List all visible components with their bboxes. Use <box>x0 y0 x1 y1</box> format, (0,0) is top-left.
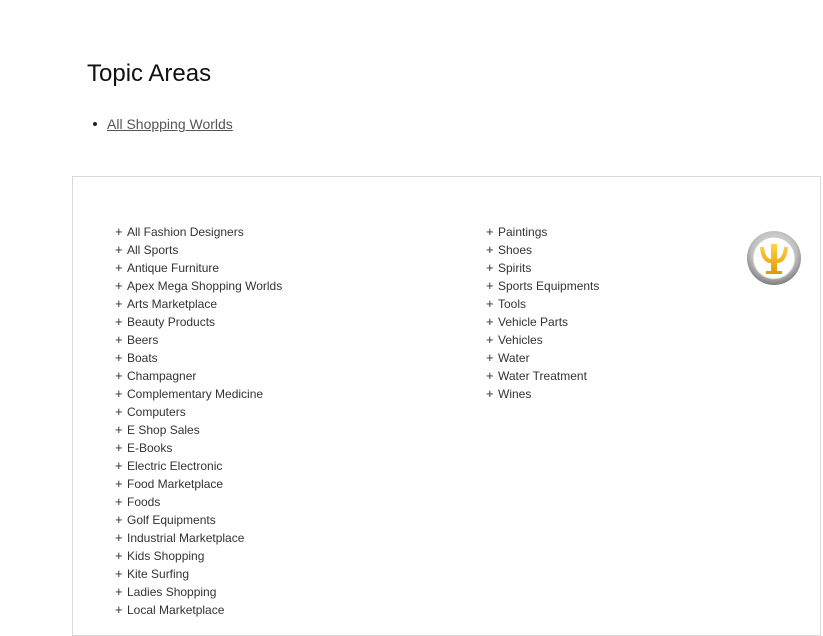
category-label[interactable]: Antique Furniture <box>127 261 220 275</box>
category-label[interactable]: Food Marketplace <box>127 477 224 491</box>
plus-icon[interactable]: + <box>115 512 123 527</box>
category-label[interactable]: Tools <box>498 297 527 311</box>
plus-icon[interactable]: + <box>115 260 123 275</box>
plus-icon[interactable]: + <box>115 476 123 491</box>
category-label[interactable]: E Shop Sales <box>127 423 200 437</box>
category-item-complementary-medicine[interactable] <box>115 385 282 403</box>
plus-icon[interactable]: + <box>486 260 494 275</box>
page-title: Topic Areas <box>87 60 212 87</box>
category-item-kids-shopping[interactable] <box>115 547 282 565</box>
plus-icon[interactable]: + <box>486 386 494 401</box>
category-item-electric-electronic[interactable] <box>115 457 282 475</box>
category-label[interactable]: Sports Equipments <box>498 279 600 293</box>
category-item-spirits[interactable] <box>486 259 599 277</box>
category-label[interactable]: Foods <box>127 495 161 509</box>
plus-icon[interactable]: + <box>115 224 123 239</box>
plus-icon[interactable]: + <box>486 332 494 347</box>
category-item-apex-mega-shopping-worlds[interactable] <box>115 277 282 295</box>
topic-links-list <box>91 114 233 134</box>
category-label[interactable]: Shoes <box>498 243 533 257</box>
category-item-antique-furniture[interactable] <box>115 259 282 277</box>
category-label[interactable]: Golf Equipments <box>127 513 216 527</box>
plus-icon[interactable]: + <box>486 224 494 239</box>
category-item-champagner[interactable] <box>115 367 282 385</box>
category-label[interactable]: Vehicle Parts <box>498 315 569 329</box>
category-item-beauty-products[interactable] <box>115 313 282 331</box>
plus-icon[interactable]: + <box>115 566 123 581</box>
category-item-food-marketplace[interactable] <box>115 475 282 493</box>
category-label[interactable]: Beers <box>127 333 159 347</box>
category-item-all-fashion-designers[interactable] <box>115 223 282 241</box>
plus-icon[interactable]: + <box>115 584 123 599</box>
category-label[interactable]: Apex Mega Shopping Worlds <box>127 279 283 293</box>
category-label[interactable]: Local Marketplace <box>127 603 225 617</box>
category-item-boats[interactable] <box>115 349 282 367</box>
category-label[interactable]: Beauty Products <box>127 315 216 329</box>
category-label[interactable]: Water <box>498 351 530 365</box>
plus-icon[interactable]: + <box>115 530 123 545</box>
category-item-computers[interactable] <box>115 403 282 421</box>
category-item-all-sports[interactable] <box>115 241 282 259</box>
category-item-arts-marketplace[interactable] <box>115 295 282 313</box>
category-label[interactable]: Paintings <box>498 225 548 239</box>
category-item-sports-equipments[interactable] <box>486 277 599 295</box>
category-item-local-marketplace[interactable] <box>115 601 282 619</box>
plus-icon[interactable]: + <box>115 368 123 383</box>
category-label[interactable]: Complementary Medicine <box>127 387 264 401</box>
plus-icon[interactable]: + <box>486 368 494 383</box>
category-item-industrial-marketplace[interactable] <box>115 529 282 547</box>
category-label[interactable]: Ladies Shopping <box>127 585 217 599</box>
category-label[interactable]: Water Treatment <box>498 369 587 383</box>
category-item-vehicle-parts[interactable] <box>486 313 599 331</box>
category-label[interactable]: Industrial Marketplace <box>127 531 245 545</box>
plus-icon[interactable]: + <box>115 458 123 473</box>
category-label[interactable]: Electric Electronic <box>127 459 223 473</box>
category-item-vehicles[interactable] <box>486 331 599 349</box>
category-item-beers[interactable] <box>115 331 282 349</box>
category-item-ladies-shopping[interactable] <box>115 583 282 601</box>
category-item-shoes[interactable] <box>486 241 599 259</box>
category-label[interactable]: Kite Surfing <box>127 567 190 581</box>
category-item-water[interactable] <box>486 349 599 367</box>
category-label[interactable]: All Fashion Designers <box>127 225 244 239</box>
plus-icon[interactable]: + <box>115 422 123 437</box>
categories-right-column <box>486 223 599 403</box>
category-label[interactable]: All Sports <box>127 243 179 257</box>
category-item-wines[interactable] <box>486 385 599 403</box>
plus-icon[interactable]: + <box>115 278 123 293</box>
category-label[interactable]: Spirits <box>498 261 532 275</box>
list-item <box>91 114 233 134</box>
plus-icon[interactable]: + <box>115 350 123 365</box>
plus-icon[interactable]: + <box>115 440 123 455</box>
plus-icon[interactable]: + <box>115 386 123 401</box>
all-shopping-worlds-link[interactable]: All Shopping Worlds <box>107 116 233 132</box>
category-label[interactable]: Kids Shopping <box>127 549 205 563</box>
plus-icon[interactable]: + <box>486 242 494 257</box>
plus-icon[interactable]: + <box>486 350 494 365</box>
plus-icon[interactable]: + <box>115 332 123 347</box>
plus-icon[interactable]: + <box>115 404 123 419</box>
category-item-e-books[interactable] <box>115 439 282 457</box>
category-item-e-shop-sales[interactable] <box>115 421 282 439</box>
category-label[interactable]: E-Books <box>127 441 173 455</box>
plus-icon[interactable]: + <box>486 296 494 311</box>
category-item-golf-equipments[interactable] <box>115 511 282 529</box>
plus-icon[interactable]: + <box>115 602 123 617</box>
category-label[interactable]: Wines <box>498 387 532 401</box>
plus-icon[interactable]: + <box>115 548 123 563</box>
category-item-kite-surfing[interactable] <box>115 565 282 583</box>
plus-icon[interactable]: + <box>486 314 494 329</box>
category-item-paintings[interactable] <box>486 223 599 241</box>
bullet-icon <box>93 122 97 126</box>
plus-icon[interactable]: + <box>115 242 123 257</box>
category-label[interactable]: Arts Marketplace <box>127 297 218 311</box>
psi-emblem-logo <box>746 230 802 286</box>
category-item-tools[interactable] <box>486 295 599 313</box>
plus-icon[interactable]: + <box>115 494 123 509</box>
categories-left-column <box>115 223 282 619</box>
category-item-water-treatment[interactable] <box>486 367 599 385</box>
plus-icon[interactable]: + <box>115 296 123 311</box>
categories-panel <box>72 176 821 636</box>
category-label[interactable]: Boats <box>127 351 158 365</box>
plus-icon[interactable]: + <box>486 278 494 293</box>
category-label[interactable]: Computers <box>127 405 186 419</box>
category-label[interactable]: Champagner <box>127 369 197 383</box>
category-item-foods[interactable] <box>115 493 282 511</box>
category-label[interactable]: Vehicles <box>498 333 543 347</box>
plus-icon[interactable]: + <box>115 314 123 329</box>
